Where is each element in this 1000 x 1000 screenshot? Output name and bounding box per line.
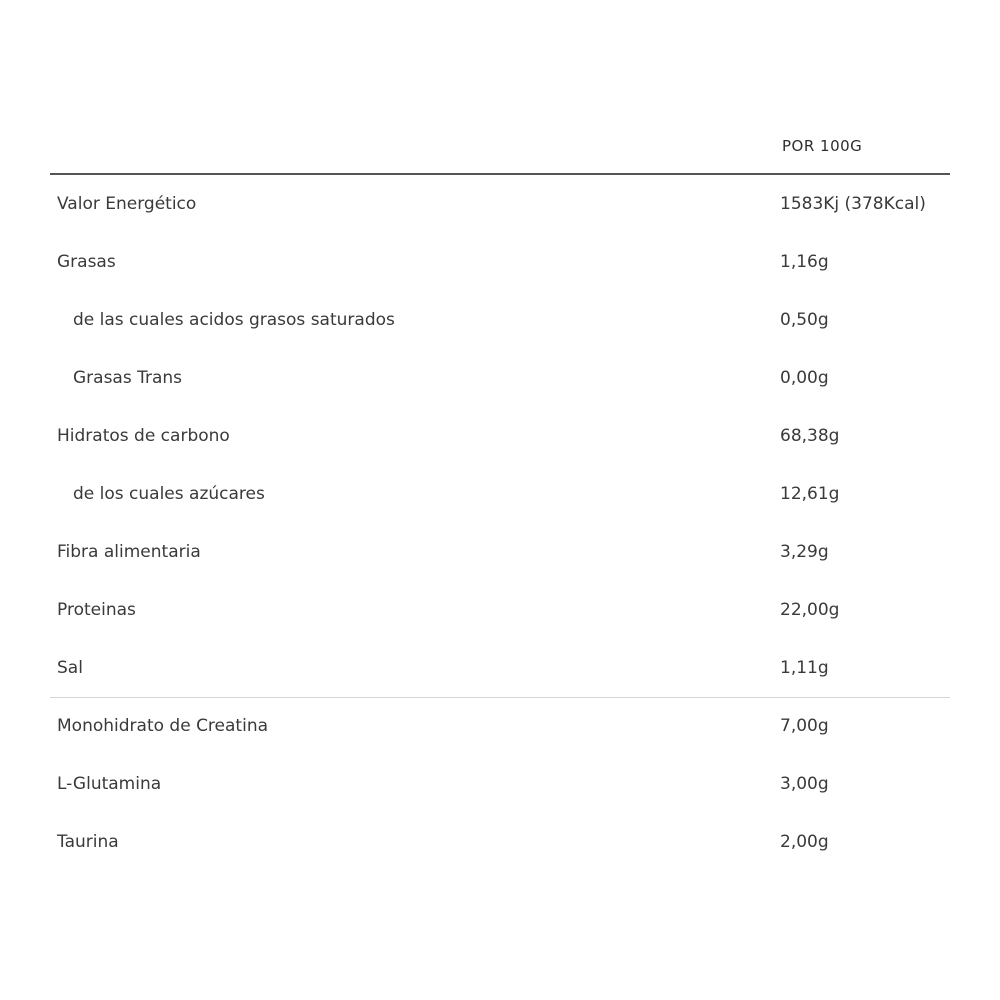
row-value: 3,00g — [780, 774, 829, 794]
row-label: Hidratos de carbono — [57, 426, 230, 446]
table-row-fiber — [50, 537, 950, 567]
section-divider — [50, 697, 950, 698]
row-value: 1,11g — [780, 658, 829, 678]
row-label: de los cuales azúcares — [73, 484, 265, 504]
table-row-protein — [50, 595, 950, 625]
row-label: Proteinas — [57, 600, 136, 620]
row-value: 68,38g — [780, 426, 840, 446]
row-label: Grasas — [57, 252, 116, 272]
row-value: 12,61g — [780, 484, 840, 504]
row-label: Grasas Trans — [73, 368, 183, 388]
row-label: Valor Energético — [57, 194, 197, 214]
table-row-fat — [50, 247, 950, 277]
row-value: 1583Kj (378Kcal) — [780, 194, 926, 214]
row-value: 3,29g — [780, 542, 829, 562]
row-label: Monohidrato de Creatina — [57, 716, 269, 736]
row-value: 0,50g — [780, 310, 829, 330]
table-row-creatine — [50, 711, 950, 741]
table-row-salt — [50, 653, 950, 683]
row-label: de las cuales acidos grasos saturados — [73, 310, 395, 330]
table-row-glutamine — [50, 769, 950, 799]
row-value: 2,00g — [780, 832, 829, 852]
row-value: 22,00g — [780, 600, 840, 620]
nutrition-table — [50, 0, 950, 1000]
row-value: 7,00g — [780, 716, 829, 736]
column-header-per-100g: POR 100G — [782, 137, 863, 155]
table-row-energy — [50, 189, 950, 219]
row-value: 0,00g — [780, 368, 829, 388]
row-label: Fibra alimentaria — [57, 542, 201, 562]
table-row-carbohydrates — [50, 421, 950, 451]
row-value: 1,16g — [780, 252, 829, 272]
row-label: L-Glutamina — [57, 774, 162, 794]
header-divider — [50, 173, 950, 175]
row-label: Taurina — [57, 832, 119, 852]
table-row-taurine — [50, 827, 950, 857]
table-row-trans-fat — [50, 363, 950, 393]
table-row-sugars — [50, 479, 950, 509]
row-label: Sal — [57, 658, 83, 678]
table-row-saturated-fat — [50, 305, 950, 335]
